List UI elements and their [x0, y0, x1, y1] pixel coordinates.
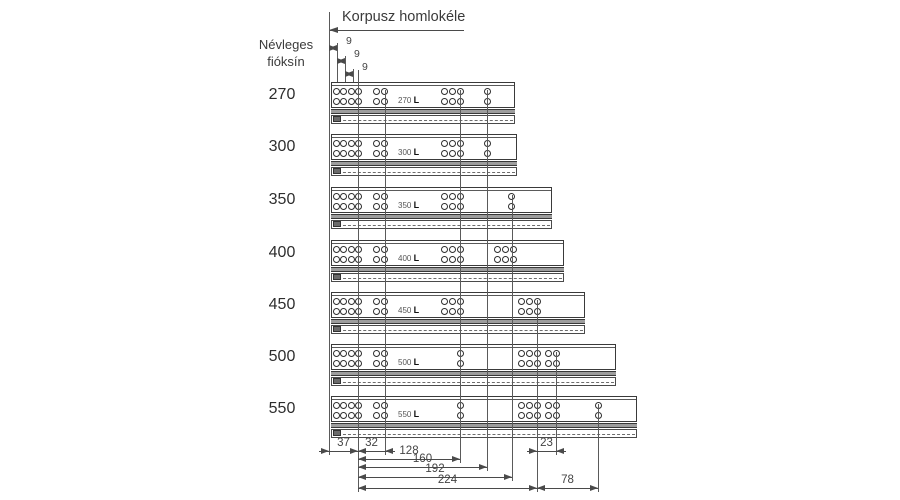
- screw-hole: [502, 256, 509, 263]
- screw-hole: [526, 412, 533, 419]
- screw-hole: [518, 412, 525, 419]
- screw-hole: [373, 193, 380, 200]
- slide-marking-400: [398, 253, 419, 263]
- slide-profile-edge: [332, 243, 563, 244]
- screw-hole: [526, 298, 533, 305]
- screw-hole: [449, 150, 456, 157]
- screw-hole: [333, 246, 340, 253]
- screw-hole: [441, 150, 448, 157]
- screw-hole: [348, 412, 355, 419]
- marking-number: 400: [398, 254, 412, 263]
- extension-line: [385, 90, 386, 455]
- screw-hole: [340, 150, 347, 157]
- screw-hole: [449, 256, 456, 263]
- dimension-23-arrow-left: [529, 448, 537, 454]
- slide-profile-edge: [332, 347, 615, 348]
- dimension-224-arrow-right: [529, 485, 537, 491]
- screw-hole: [449, 88, 456, 95]
- screw-hole: [333, 98, 340, 105]
- screw-hole: [333, 360, 340, 367]
- screw-hole: [333, 402, 340, 409]
- screw-hole: [526, 350, 533, 357]
- dimension-32-label: 32: [365, 437, 378, 449]
- screw-hole: [494, 246, 501, 253]
- front-bracket: [333, 168, 341, 174]
- marking-number: 300: [398, 148, 412, 157]
- slide-profile-edge: [332, 295, 584, 296]
- screw-hole: [518, 308, 525, 315]
- screw-hole: [340, 98, 347, 105]
- marking-suffix: L: [413, 253, 420, 263]
- front-bracket: [333, 326, 341, 332]
- screw-hole: [449, 98, 456, 105]
- screw-hole: [494, 256, 501, 263]
- slide-profile-edge: [332, 190, 551, 191]
- screw-hole: [518, 402, 525, 409]
- screw-hole: [333, 298, 340, 305]
- front-edge-arrow-icon: [329, 27, 338, 33]
- screw-hole: [333, 256, 340, 263]
- extension-line: [556, 352, 557, 455]
- screw-hole: [373, 412, 380, 419]
- screw-hole: [340, 402, 347, 409]
- screw-hole: [373, 98, 380, 105]
- screw-hole: [373, 246, 380, 253]
- screw-hole: [526, 402, 533, 409]
- extension-line: [512, 195, 513, 481]
- marking-number: 350: [398, 201, 412, 210]
- front-bracket: [333, 378, 341, 384]
- screw-hole: [348, 203, 355, 210]
- screw-hole: [526, 308, 533, 315]
- dimension-9-arrow-right: [337, 58, 345, 64]
- screw-hole: [449, 203, 456, 210]
- front-bracket: [333, 274, 341, 280]
- screw-hole: [545, 350, 552, 357]
- dimension-192-line: [358, 477, 512, 478]
- marking-number: 450: [398, 306, 412, 315]
- screw-hole: [373, 150, 380, 157]
- marking-suffix: L: [413, 357, 420, 367]
- dimension-9-arrow-right: [329, 45, 337, 51]
- dimension-78-arrow-left: [537, 485, 545, 491]
- screw-hole: [373, 402, 380, 409]
- slide-marking-450: [398, 305, 419, 315]
- diagram-title: Korpusz homlokéle: [342, 9, 466, 25]
- screw-hole: [333, 203, 340, 210]
- marking-suffix: L: [413, 95, 420, 105]
- screw-hole: [449, 308, 456, 315]
- screw-hole: [340, 308, 347, 315]
- screw-hole: [348, 246, 355, 253]
- dashed-centerline: [333, 382, 614, 383]
- screw-hole: [333, 150, 340, 157]
- dimension-9-label: 9: [362, 61, 368, 73]
- screw-hole: [441, 98, 448, 105]
- slide-marking-350: [398, 200, 419, 210]
- screw-hole: [348, 193, 355, 200]
- row-label-450: 450: [268, 296, 296, 313]
- dimension-23-label: 23: [540, 437, 553, 449]
- slide-lower-member: [331, 325, 585, 334]
- screw-hole: [518, 360, 525, 367]
- screw-hole: [348, 360, 355, 367]
- slide-lower-member: [331, 273, 564, 282]
- screw-hole: [340, 88, 347, 95]
- dimension-224-line: [358, 488, 537, 489]
- screw-hole: [333, 350, 340, 357]
- dashed-centerline: [333, 434, 635, 435]
- slide-rail: [331, 267, 564, 272]
- slide-marking-300: [398, 147, 419, 157]
- dimension-37-label: 37: [337, 437, 350, 449]
- screw-hole: [333, 193, 340, 200]
- screw-hole: [340, 203, 347, 210]
- screw-hole: [340, 193, 347, 200]
- slide-marking-500: [398, 357, 419, 367]
- screw-hole: [449, 246, 456, 253]
- screw-hole: [441, 140, 448, 147]
- screw-hole: [449, 140, 456, 147]
- dimension-9-arrow-right: [345, 71, 353, 77]
- slide-rail: [331, 214, 552, 219]
- slide-profile-edge: [332, 85, 514, 86]
- screw-hole: [340, 298, 347, 305]
- slide-lower-member: [331, 220, 552, 229]
- marking-suffix: L: [413, 305, 420, 315]
- dimension-32-arrow-right: [385, 448, 393, 454]
- slide-rail: [331, 319, 585, 324]
- dimension-9-label: 9: [354, 48, 360, 60]
- slide-profile-edge: [332, 137, 516, 138]
- screw-hole: [373, 308, 380, 315]
- dimension-78-arrow-right: [590, 485, 598, 491]
- row-label-550: 550: [268, 400, 296, 417]
- screw-hole: [373, 140, 380, 147]
- marking-suffix: L: [413, 409, 420, 419]
- front-bracket: [333, 116, 341, 122]
- screw-hole: [373, 360, 380, 367]
- dimension-224-arrow-left: [358, 485, 366, 491]
- slide-rail: [331, 423, 637, 428]
- dimension-78-label: 78: [561, 474, 574, 486]
- screw-hole: [373, 203, 380, 210]
- row-label-350: 350: [268, 191, 296, 208]
- axis-label-nominal-slide: [246, 37, 326, 71]
- dimension-9-label: 9: [346, 35, 352, 47]
- slide-body-400: [331, 240, 564, 266]
- screw-hole: [340, 256, 347, 263]
- screw-hole: [526, 360, 533, 367]
- dimension-128-arrow-left: [358, 456, 366, 462]
- dimension-128-line: [358, 459, 460, 460]
- dimension-23-arrow-right: [556, 448, 564, 454]
- screw-hole: [441, 298, 448, 305]
- row-label-400: 400: [268, 244, 296, 261]
- screw-hole: [348, 150, 355, 157]
- screw-hole: [340, 360, 347, 367]
- screw-hole: [373, 298, 380, 305]
- dimension-192-arrow-right: [504, 474, 512, 480]
- extension-line: [487, 90, 488, 471]
- front-bracket: [333, 221, 341, 227]
- screw-hole: [348, 298, 355, 305]
- dashed-centerline: [333, 120, 513, 121]
- screw-hole: [348, 88, 355, 95]
- screw-hole: [441, 256, 448, 263]
- screw-hole: [348, 256, 355, 263]
- screw-hole: [348, 98, 355, 105]
- dashed-centerline: [333, 278, 562, 279]
- slide-lower-member: [331, 377, 616, 386]
- extension-line: [537, 300, 538, 492]
- dimension-160-line: [358, 467, 487, 468]
- dimension-128-arrow-right: [452, 456, 460, 462]
- screw-hole: [340, 246, 347, 253]
- screw-hole: [333, 412, 340, 419]
- screw-hole: [373, 350, 380, 357]
- slide-marking-550: [398, 409, 419, 419]
- screw-hole: [348, 140, 355, 147]
- row-label-300: 300: [268, 138, 296, 155]
- marking-suffix: L: [413, 200, 420, 210]
- row-label-270: 270: [268, 86, 296, 103]
- dimension-128-label: 128: [399, 445, 419, 457]
- screw-hole: [348, 350, 355, 357]
- screw-hole: [333, 308, 340, 315]
- row-label-500: 500: [268, 348, 296, 365]
- dimension-32-arrow-left: [350, 448, 358, 454]
- extension-line: [353, 69, 354, 82]
- slide-rail: [331, 371, 616, 376]
- screw-hole: [441, 88, 448, 95]
- extension-line: [345, 56, 346, 82]
- dimension-160-label: 160: [412, 453, 433, 465]
- dimension-224-label: 224: [437, 474, 458, 486]
- screw-hole: [373, 88, 380, 95]
- screw-hole: [449, 298, 456, 305]
- extension-line: [358, 70, 359, 492]
- screw-hole: [340, 350, 347, 357]
- title-underline: [329, 30, 464, 31]
- extension-line: [460, 90, 461, 463]
- axis-label-line2: fióksín: [267, 53, 305, 69]
- screw-hole: [340, 140, 347, 147]
- screw-hole: [441, 246, 448, 253]
- screw-hole: [518, 350, 525, 357]
- marking-suffix: L: [413, 147, 420, 157]
- slide-profile-edge: [332, 399, 636, 400]
- front-bracket: [333, 430, 341, 436]
- screw-hole: [348, 402, 355, 409]
- screw-hole: [348, 308, 355, 315]
- dimension-160-arrow-right: [479, 464, 487, 470]
- screw-hole: [502, 246, 509, 253]
- screw-hole: [449, 193, 456, 200]
- marking-number: 270: [398, 96, 412, 105]
- screw-hole: [518, 298, 525, 305]
- dimension-78-line: [537, 488, 598, 489]
- screw-hole: [441, 203, 448, 210]
- screw-hole: [545, 402, 552, 409]
- extension-line: [329, 12, 330, 455]
- dashed-centerline: [333, 225, 550, 226]
- marking-number: 550: [398, 410, 412, 419]
- marking-number: 500: [398, 358, 412, 367]
- screw-hole: [373, 256, 380, 263]
- dashed-centerline: [333, 330, 583, 331]
- screw-hole: [545, 360, 552, 367]
- screw-hole: [333, 88, 340, 95]
- screw-hole: [545, 412, 552, 419]
- screw-hole: [333, 140, 340, 147]
- dimension-192-label: 192: [425, 463, 445, 475]
- slide-marking-270: [398, 95, 419, 105]
- screw-hole: [340, 412, 347, 419]
- dimension-160-arrow-left: [358, 464, 366, 470]
- extension-line: [598, 404, 599, 492]
- screw-hole: [441, 193, 448, 200]
- dimension-37-arrow-left: [321, 448, 329, 454]
- screw-hole: [441, 308, 448, 315]
- dimension-192-arrow-left: [358, 474, 366, 480]
- axis-label-line1: Névleges: [258, 37, 314, 52]
